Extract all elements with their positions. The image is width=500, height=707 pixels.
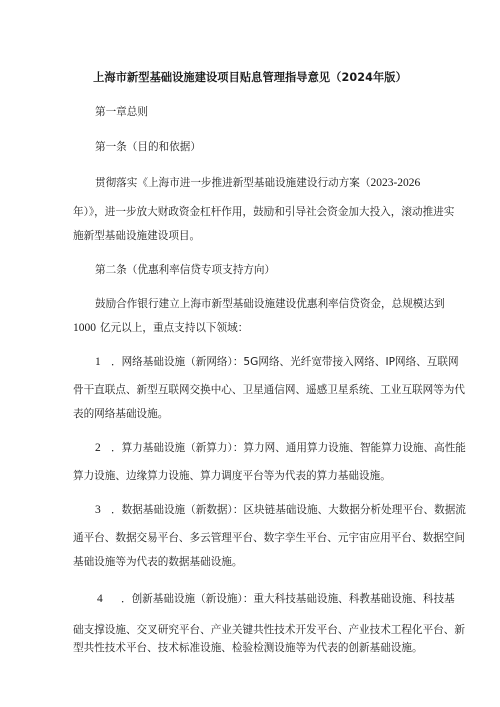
- item3-line-1: [95, 503, 466, 517]
- item2-number: 2: [95, 442, 101, 454]
- item4-line-2: 础支撑设施、交叉研究平台、产业关键共性技术开发平台、产业技术工程化平台、新: [73, 624, 465, 636]
- item3-number: 3: [95, 504, 101, 516]
- item1-line-1-text: ．网络基础设施（新网络）：5G网络、光纤宽带接入网络、IP网络、互联网: [111, 356, 459, 368]
- item2-line-2: 算力设施、边缘算力设施、算力调度平台等为代表的算力基础设施。: [73, 470, 391, 482]
- item2-line-1-text: ．算力基础设施（新算力）：算力网、通用算力设施、智能算力设施、高性能: [111, 442, 466, 454]
- article1-line-3: 施新型基础设施建设项目。: [73, 230, 201, 242]
- item1-number: 1: [95, 356, 101, 368]
- item1-line-2: 骨干直联点、新型互联网交换中心、卫星通信网、遥感卫星系统、工业互联网等为代: [73, 384, 465, 396]
- article2-heading: 第二条（优惠利率信贷专项支持方向）: [95, 264, 276, 276]
- item4-line-1-text: ．创新基础设施（新设施）：重大科技基础设施、科教基础设施、科技基: [121, 593, 455, 605]
- item3-line-2: 通平台、数据交易平台、多云管理平台、数字孪生平台、元宇宙应用平台、数据空间: [73, 532, 465, 544]
- article1-year-range: 2023-2026: [370, 177, 421, 189]
- chapter-heading: 第一章总则: [95, 106, 148, 118]
- article2-line-2-text: 亿元以上，重点支持以下领域：: [100, 322, 249, 334]
- item4-number: 4: [97, 593, 103, 605]
- item4-line-3: 型共性技术平台、技术标准设施、检验检测设施等为代表的创新基础设施。: [73, 642, 423, 654]
- article2-amount: 1000: [73, 322, 96, 334]
- article2-line-1: 鼓励合作银行建立上海市新型基础设施建设优惠利率信贷资金，总规模达到: [95, 298, 445, 310]
- item3-line-1-text: ．数据基础设施（新数据）：区块链基础设施、大数据分析处理平台、数据流: [111, 504, 466, 516]
- document-title: 上海市新型基础设施建设项目贴息管理指导意见（2024年版）: [93, 71, 407, 84]
- article1-heading: 第一条（目的和依据）: [95, 141, 201, 153]
- item1-line-1: [95, 355, 459, 369]
- item3-line-3: 基础设施等为代表的数据基础设施。: [73, 556, 243, 568]
- item4-line-1: [97, 592, 455, 606]
- article2-line-2: [73, 321, 248, 335]
- item2-line-1: [95, 441, 466, 455]
- article1-line-1-text: 贯彻落实《上海市进一步推进新型基础设施建设行动方案（: [95, 177, 371, 189]
- article1-line-2: 年）》，进一步放大财政资金杠杆作用，鼓励和引导社会资金加大投入，滚动推进实: [73, 206, 455, 218]
- item1-line-3: 表的网络基础设施。: [73, 408, 169, 420]
- article1-line-1: [95, 176, 420, 190]
